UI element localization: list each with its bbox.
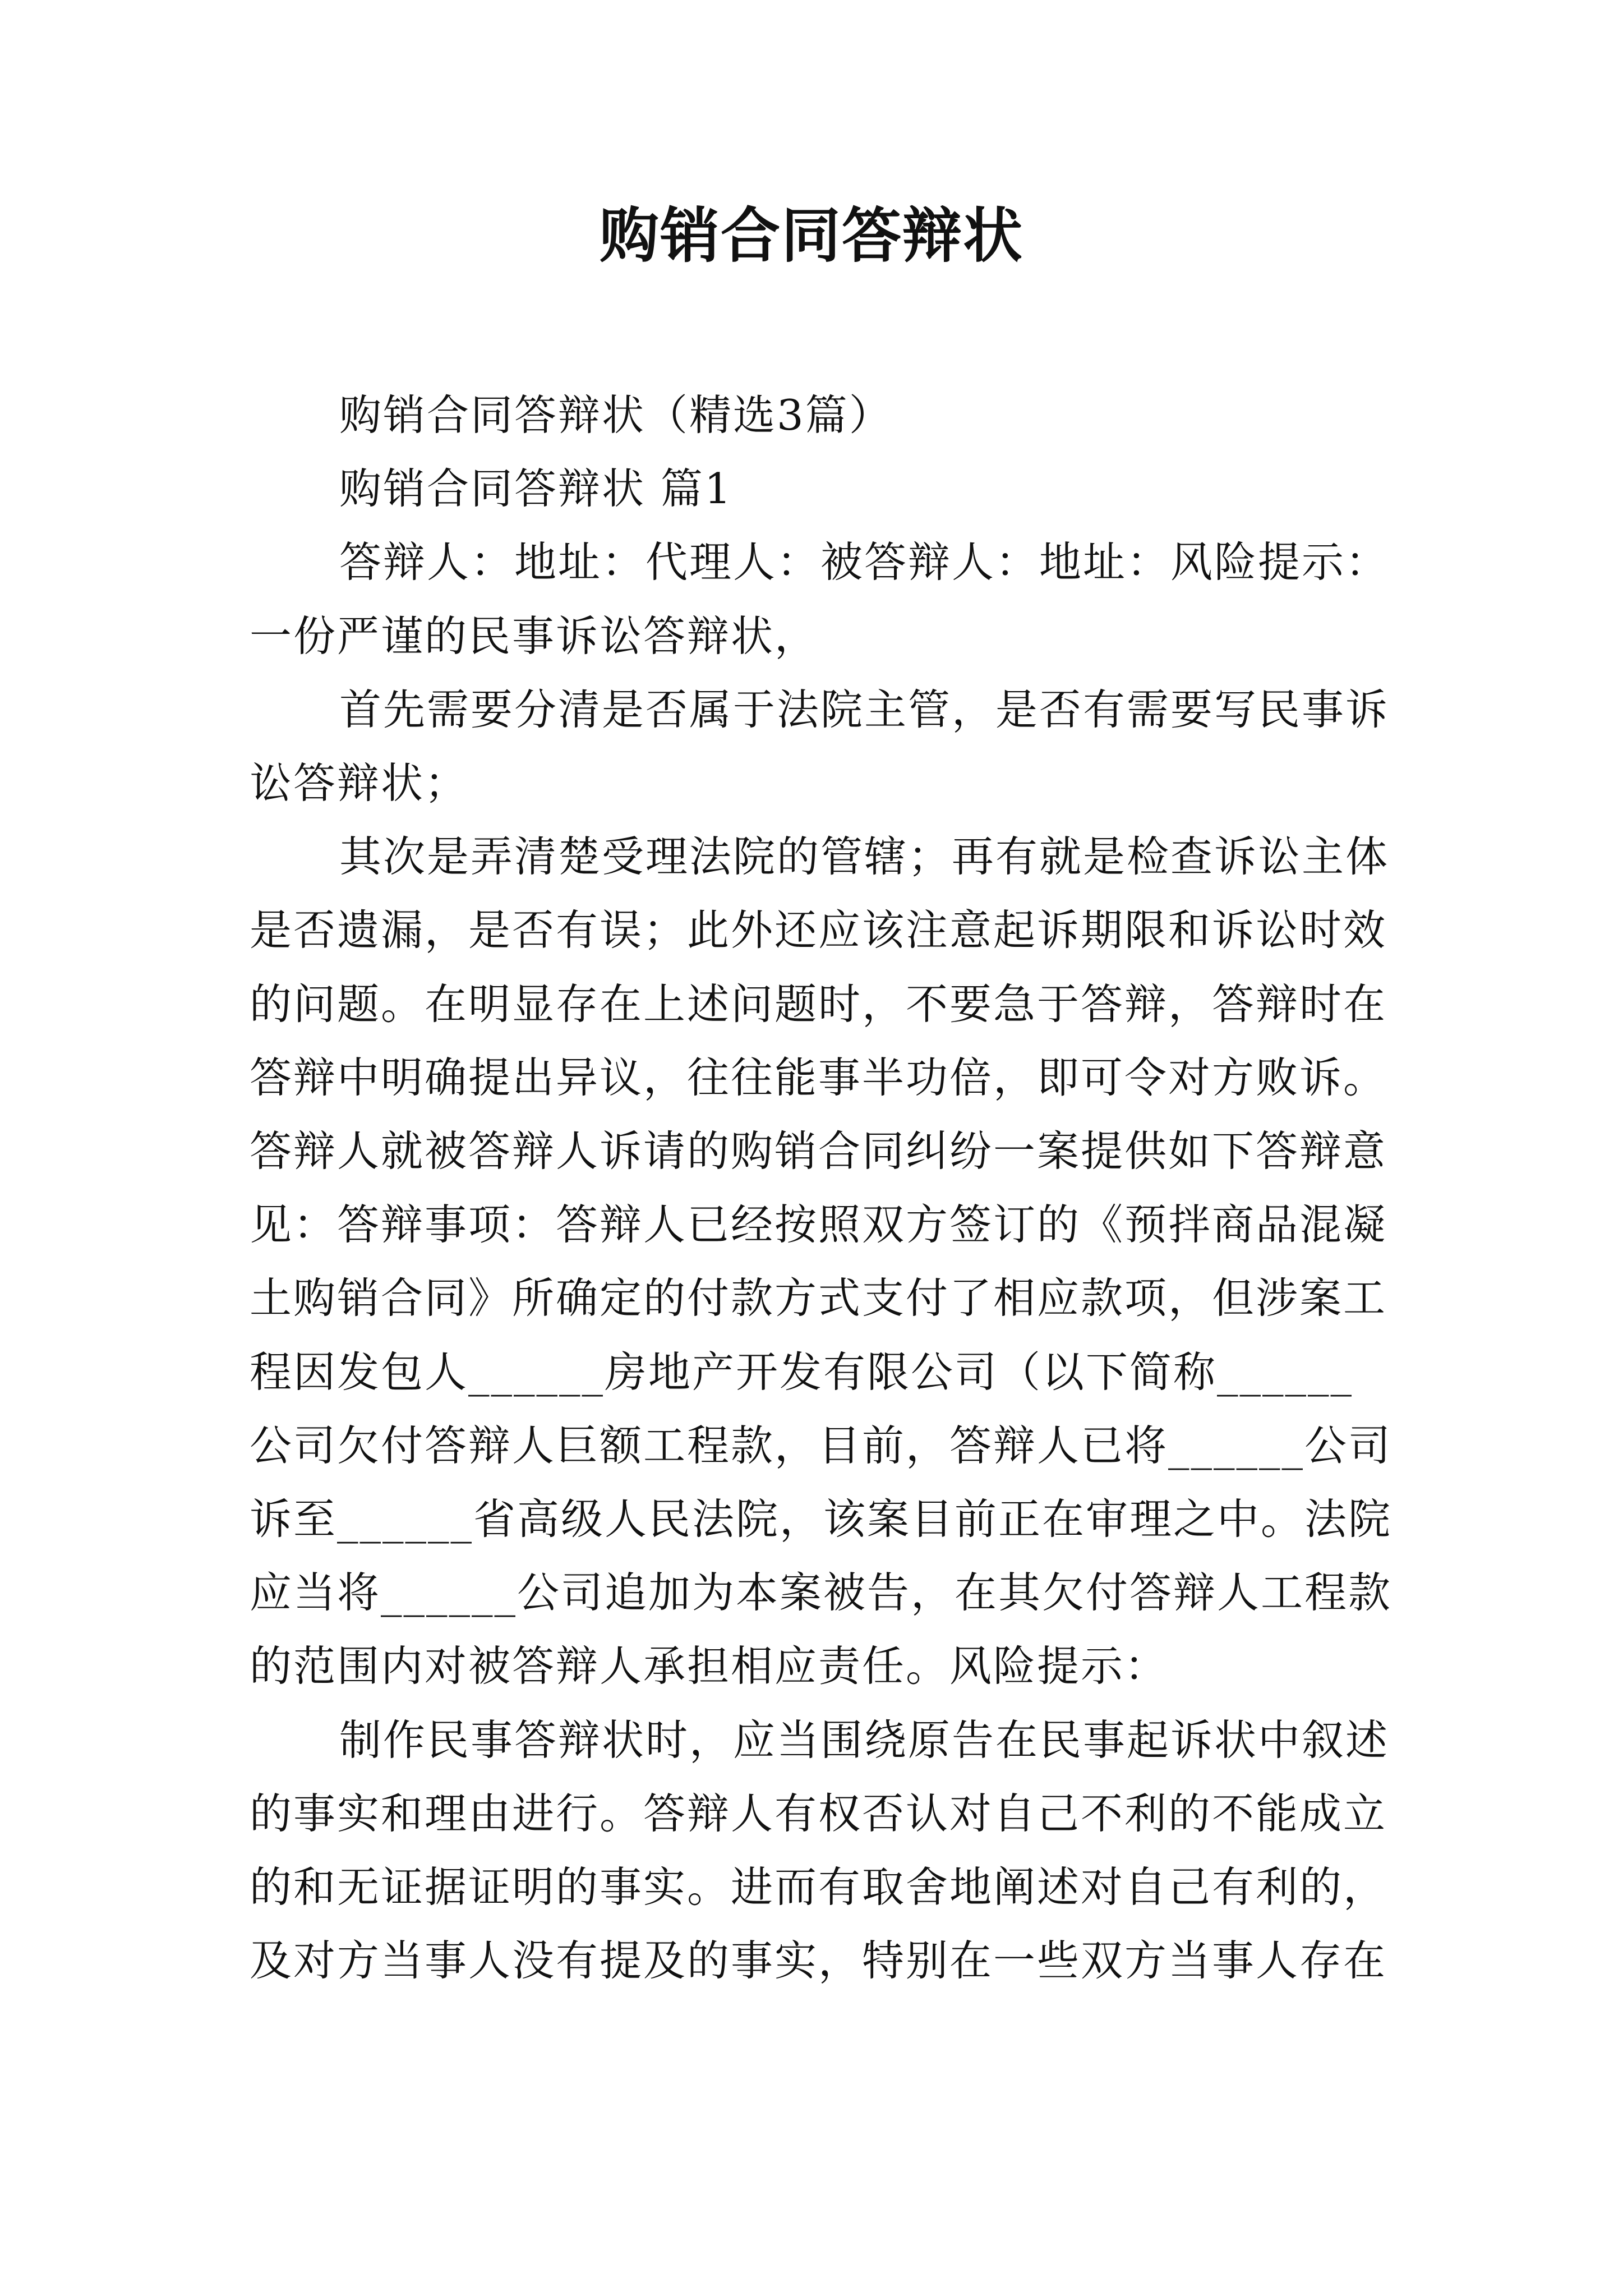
paragraph-main-argument: 其次是弄清楚受理法院的管辖；再有就是检查诉讼主体是否遗漏，是否有误；此外还应该注意起诉期限和诉讼时效的问题。在明显存在上述问题时，不要急于答辩，答辩时在答辩中明确提出异议，往往能事半功倍，即可令对方败诉。答辩人就被答辩人诉请的购销合同纠纷一案提供如下答辩意见：答辩事项：答辩人已经按照双方签订的《预拌商品混凝土购销合同》所确定的付款方式支付了相应款项，但涉案工程因发包人______房地产开发有限公司（以下简称______公司欠付答辩人巨额工程款，目前，答辩人已将______公司诉至______省高级人民法院，该案目前正在审理之中。法院应当将______公司追加为本案被告，在其欠付答辩人工程款的范围内对被答辩人承担相应责任。风险提示：: [250, 832, 1393, 1691]
document-title: 购销合同答辩状: [600, 200, 1023, 270]
paragraph-intro: 一份严谨的民事诉讼答辩状，: [250, 611, 819, 661]
paragraph-subtitle: 购销合同答辩状（精选3篇）: [339, 390, 893, 440]
paragraph-risk-guidance: 制作民事答辩状时，应当围绕原告在民事起诉状中叙述的事实和理由进行。答辩人有权否认对自己不利的不能成立的和无证据证明的事实。进而有取舍地阐述对自己有利的，及对方当事人没有提及的事实，特别在一些双方当事人存在: [250, 1715, 1390, 1986]
document-body: [250, 379, 1394, 1998]
paragraph-section-heading: 购销合同答辩状 篇1: [339, 464, 733, 514]
paragraph-parties: 答辩人：地址：代理人：被答辩人：地址：风险提示：: [339, 537, 1390, 587]
paragraph-first-step: 首先需要分清是否属于法院主管，是否有需要写民事诉讼答辩状；: [250, 684, 1390, 808]
